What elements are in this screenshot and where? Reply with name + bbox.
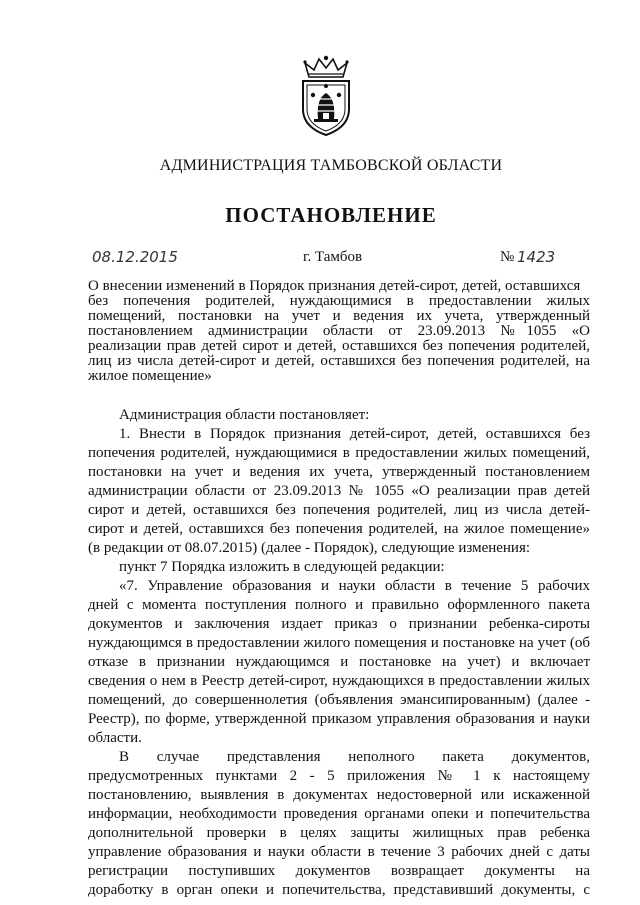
number-label: № <box>500 249 515 265</box>
body-line: доработку в орган опеки и попечительства, представивший документы, с <box>88 882 590 898</box>
body-line: области. <box>88 730 142 746</box>
body-line: постановки на учет и ведения их учета, утвержденный постановлением <box>88 464 590 480</box>
title-line: О внесении изменений в Порядок признания детей-сирот, детей, оставшихся <box>88 278 581 294</box>
body-line: информации, необходимости проведения органами опеки и попечительства <box>88 806 590 822</box>
body-line: (в редакции от 08.07.2015) (далее - Порядок), следующие изменения: <box>88 540 531 556</box>
body-line: отказе в признании нуждающимся и постановке на учет) и включает <box>88 654 590 670</box>
body-line: нуждающимся в предоставлении жилого помещения и постановке на учет (об <box>88 635 590 651</box>
handwritten-number: 1423 <box>517 248 556 266</box>
body-line: дней с момента поступления полного и правильно оформленного пакета <box>88 597 590 613</box>
body-line: сведения о нем в Реестр детей-сирот, нуждающихся в предоставлении жилых <box>88 673 590 689</box>
title-line: жилое помещение» <box>88 368 212 384</box>
body-line: Реестр), по форме, утвержденной приказом управления образования и науки <box>88 711 590 727</box>
body-line: постановлению, выявления в документах недостоверной или искаженной <box>88 787 590 803</box>
body-line: помещений, до совершеннолетия (объявления эмансипированным) (далее - <box>88 692 590 708</box>
body-line: попечения родителей, нуждающимися в предоставлении жилых помещений, <box>88 445 590 461</box>
document-type-title: ПОСТАНОВЛЕНИЕ <box>225 203 437 227</box>
title-line: помещений, постановки на учет и ведения их учета, утвержденный <box>88 308 590 324</box>
handwritten-date: 08.12.2015 <box>92 248 178 266</box>
body-line: администрации области от 23.09.2013 № 1055 «О реализации прав детей <box>88 483 590 499</box>
title-line: без попечения родителей, нуждающимися в предоставлении жилых <box>88 293 590 309</box>
title-line: реализации прав детей сирот и детей, оставшихся без попечения родителей, <box>88 338 590 354</box>
body-line: предусмотренных пунктами 2 - 5 приложения № 1 к настоящему <box>88 768 590 784</box>
body-line: пункт 7 Порядка изложить в следующей редакции: <box>119 559 445 575</box>
body-line: 1. Внести в Порядок признания детей-сирот, детей, оставшихся без <box>119 426 590 442</box>
title-line: постановлением администрации области от 23.09.2013 №1055 «О <box>88 323 590 339</box>
body-line: В случае представления неполного пакета документов, <box>119 749 590 765</box>
body-line: дополнительной проверки в целях защиты жилищных прав ребенка <box>88 825 590 841</box>
body-line: управление образования и науки области в течение 3 рабочих дней с даты <box>88 844 590 860</box>
body-line: регистрации поступивших документов возвращает документы на <box>88 863 590 879</box>
body-line: сирот и детей, оставшихся без попечения родителей, на жилое помещение» <box>88 521 590 537</box>
title-line: лиц из числа детей-сирот и детей, оставшихся без попечения родителей, на <box>88 353 590 369</box>
body-line: «7. Управление образования и науки области в течение 5 рабочих <box>119 578 590 594</box>
city-name: г. Тамбов <box>303 249 363 265</box>
issuing-authority: АДМИНИСТРАЦИЯ ТАМБОВСКОЙ ОБЛАСТИ <box>159 157 503 174</box>
coat-of-arms-emblem <box>297 55 355 137</box>
body-line: документов и заключения издает приказ о признании ребенка-сироты <box>88 616 590 632</box>
body-line: Администрация области постановляет: <box>119 407 370 423</box>
body-line: сирот и детей, оставшихся без попечения родителей, лиц из числа детей- <box>88 502 590 518</box>
